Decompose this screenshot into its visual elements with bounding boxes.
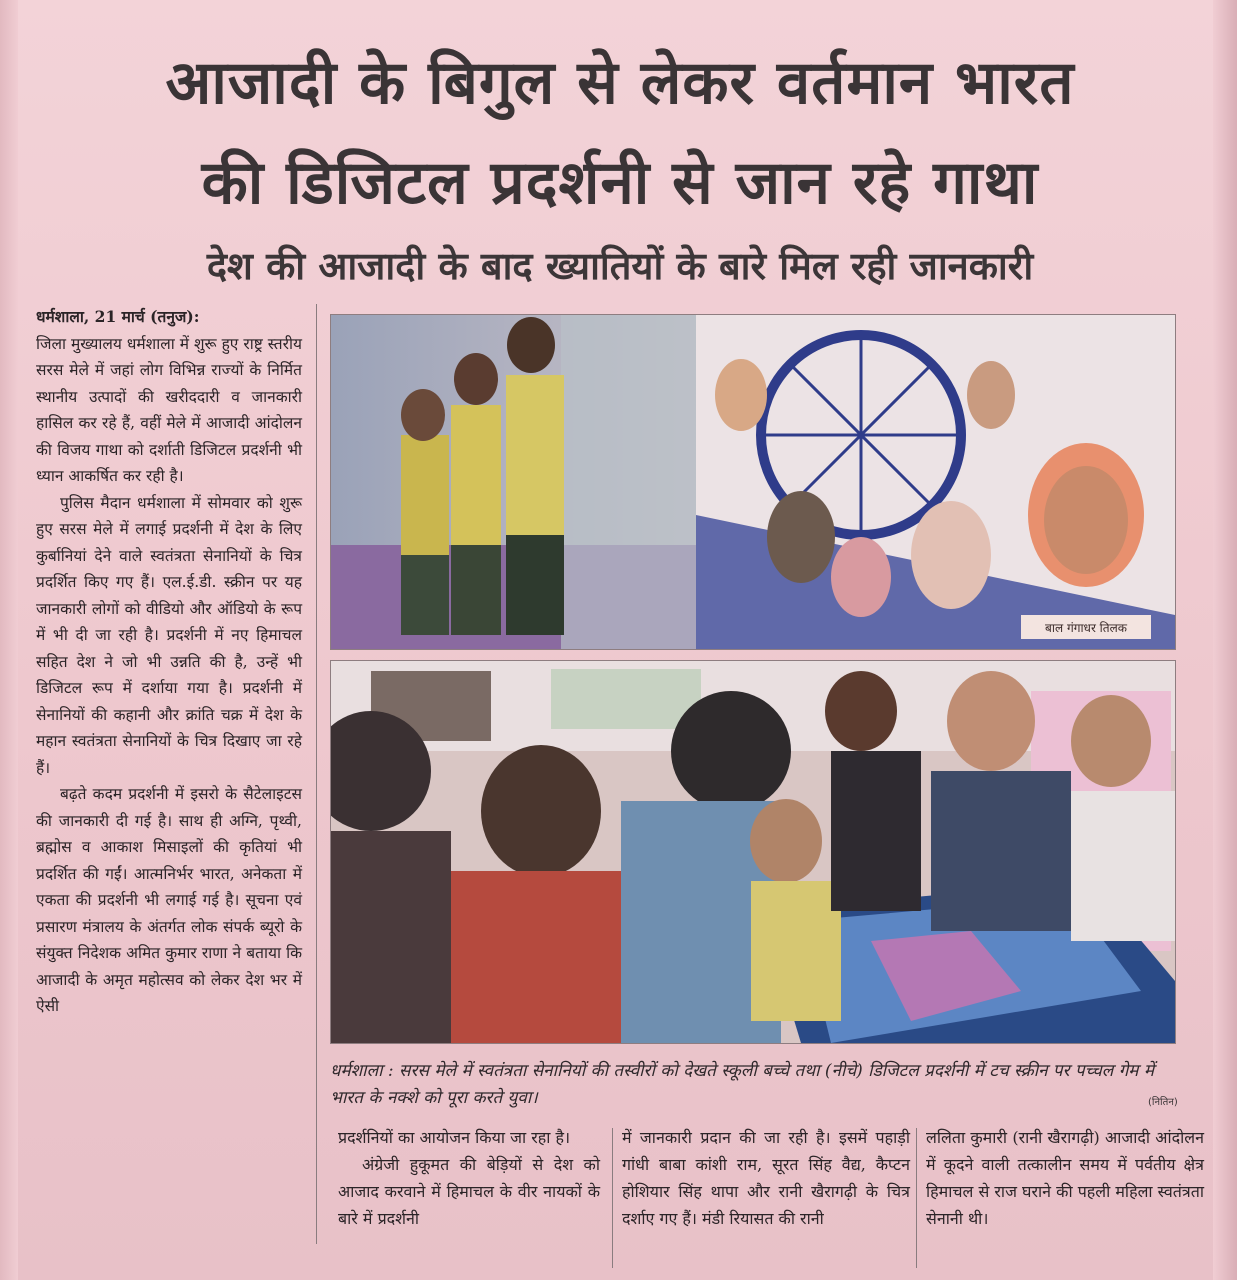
exhibition-photo xyxy=(330,314,1176,650)
left-article-column xyxy=(36,304,302,1020)
article-paragraph-1: जिला मुख्यालय धर्मशाला में शुरू हुए राष्ट्र स्तरीय सरस मेले में जहां लोग विभिन्न राज्यों के निर्मित स्थानीय उत्पादों की खरीददारी व जानकारी हासिल कर रहे हैं, वहीं मेले में आजादी आंदोलन की विजय गाथा को दर्शाती डिजिटल प्रदर्शनी भी ध्यान आकर्षित कर रही है। xyxy=(36,334,302,485)
bottom-column-1 xyxy=(338,1124,600,1232)
subheadline: देश की आजादी के बाद ख्यातियों के बारे मिल रही जानकारी xyxy=(206,244,1034,288)
page-edge-left xyxy=(0,0,18,1280)
article-paragraph-2: पुलिस मैदान धर्मशाला में सोमवार को शुरू हुए सरस मेले में लगाई प्रदर्शनी में देश के लिए कुर्बानियां देने वाले स्वतंत्रता सेनानियों के चित्र प्रदर्शित किए गए हैं। एल.ई.डी. स्क्रीन पर यह जानकारी लोगों को वीडियो और ऑडियो के रूप में भी दी जा रही है। प्रदर्शनी में नए हिमाचल सहित देश ने जो भी उन्नति की है, उन्हें भी डिजिटल रूप में दर्शाया गया है। प्रदर्शनी में सेनानियों की कहानी और क्रांति चक्र में देश के महान स्वतंत्रता सेनानियों के चित्र दिखाए जा रहे हैं। xyxy=(36,493,302,777)
exhibition-photo-image xyxy=(331,315,1175,649)
headline-line-2: की डिजिटल प्रदर्शनी से जान रहे गाथा xyxy=(201,148,1039,218)
touchscreen-game-photo xyxy=(330,660,1176,1044)
column-divider-3 xyxy=(916,1128,917,1268)
freedom-fighter-label: बाल गंगाधर तिलक xyxy=(1045,621,1127,635)
bottom-col1-paragraph-1: प्रदर्शनियों का आयोजन किया जा रहा है। xyxy=(338,1128,571,1147)
column-divider-2 xyxy=(612,1128,613,1268)
bottom-column-3: ललिता कुमारी (रानी खैरागढ़ी) आजादी आंदोलन में कूदने वाली तत्कालीन समय में पर्वतीय क्षेत्र हिमाचल से राज घराने की पहली महिला स्वतंत्रता सेनानी थी। xyxy=(926,1128,1204,1228)
photo-caption: धर्मशाला : सरस मेले में स्वतंत्रता सेनानियों की तस्वीरों को देखते स्कूली बच्चे तथा (नीचे) डिजिटल प्रदर्शनी में टच स्क्रीन पर पच्चल गेम में भारत के नक्शे को पूरा करते युवा। xyxy=(330,1061,1155,1108)
page-edge-right xyxy=(1213,0,1237,1280)
bottom-col1-paragraph-2: अंग्रेजी हुकूमत की बेड़ियों से देश को आजाद करवाने में हिमाचल के वीर नायकों के बारे में प्रदर्शनी xyxy=(338,1155,600,1228)
article-paragraph-3: बढ़ते कदम प्रदर्शनी में इसरो के सैटेलाइटस की जानकारी दी गई है। साथ ही अग्नि, पृथ्वी, ब्रह्मोस व आकाश मिसाइलों की कृतियां भी प्रदर्शित की गईं। आत्मनिर्भर भारत, अनेकता में एकता की प्रदर्शनी भी लगाई गई है। सूचना एवं प्रसारण मंत्रालय के अंतर्गत लोक संपर्क ब्यूरो के संयुक्त निदेशक अमित कुमार राणा ने बताया कि आजादी के अमृत महोत्सव को लेकर देश भर में ऐसी xyxy=(36,785,302,1015)
headline-line-1: आजादी के बिगुल से लेकर वर्तमान भारत xyxy=(165,48,1075,118)
bottom-column-2: में जानकारी प्रदान की जा रही है। इसमें पहाड़ी गांधी बाबा कांशी राम, सूरत सिंह वैद्य, कैप्टन होशियार सिंह थापा और रानी खैरागढ़ी के चित्र दर्शाए गए हैं। मंडी रियासत की रानी xyxy=(622,1128,910,1228)
column-divider xyxy=(316,304,317,1244)
photo-credit: (नितिन) xyxy=(1148,1097,1178,1108)
touchscreen-game-photo-image xyxy=(331,661,1175,1043)
dateline: धर्मशाला, 21 मार्च (तनुज): xyxy=(36,307,200,326)
